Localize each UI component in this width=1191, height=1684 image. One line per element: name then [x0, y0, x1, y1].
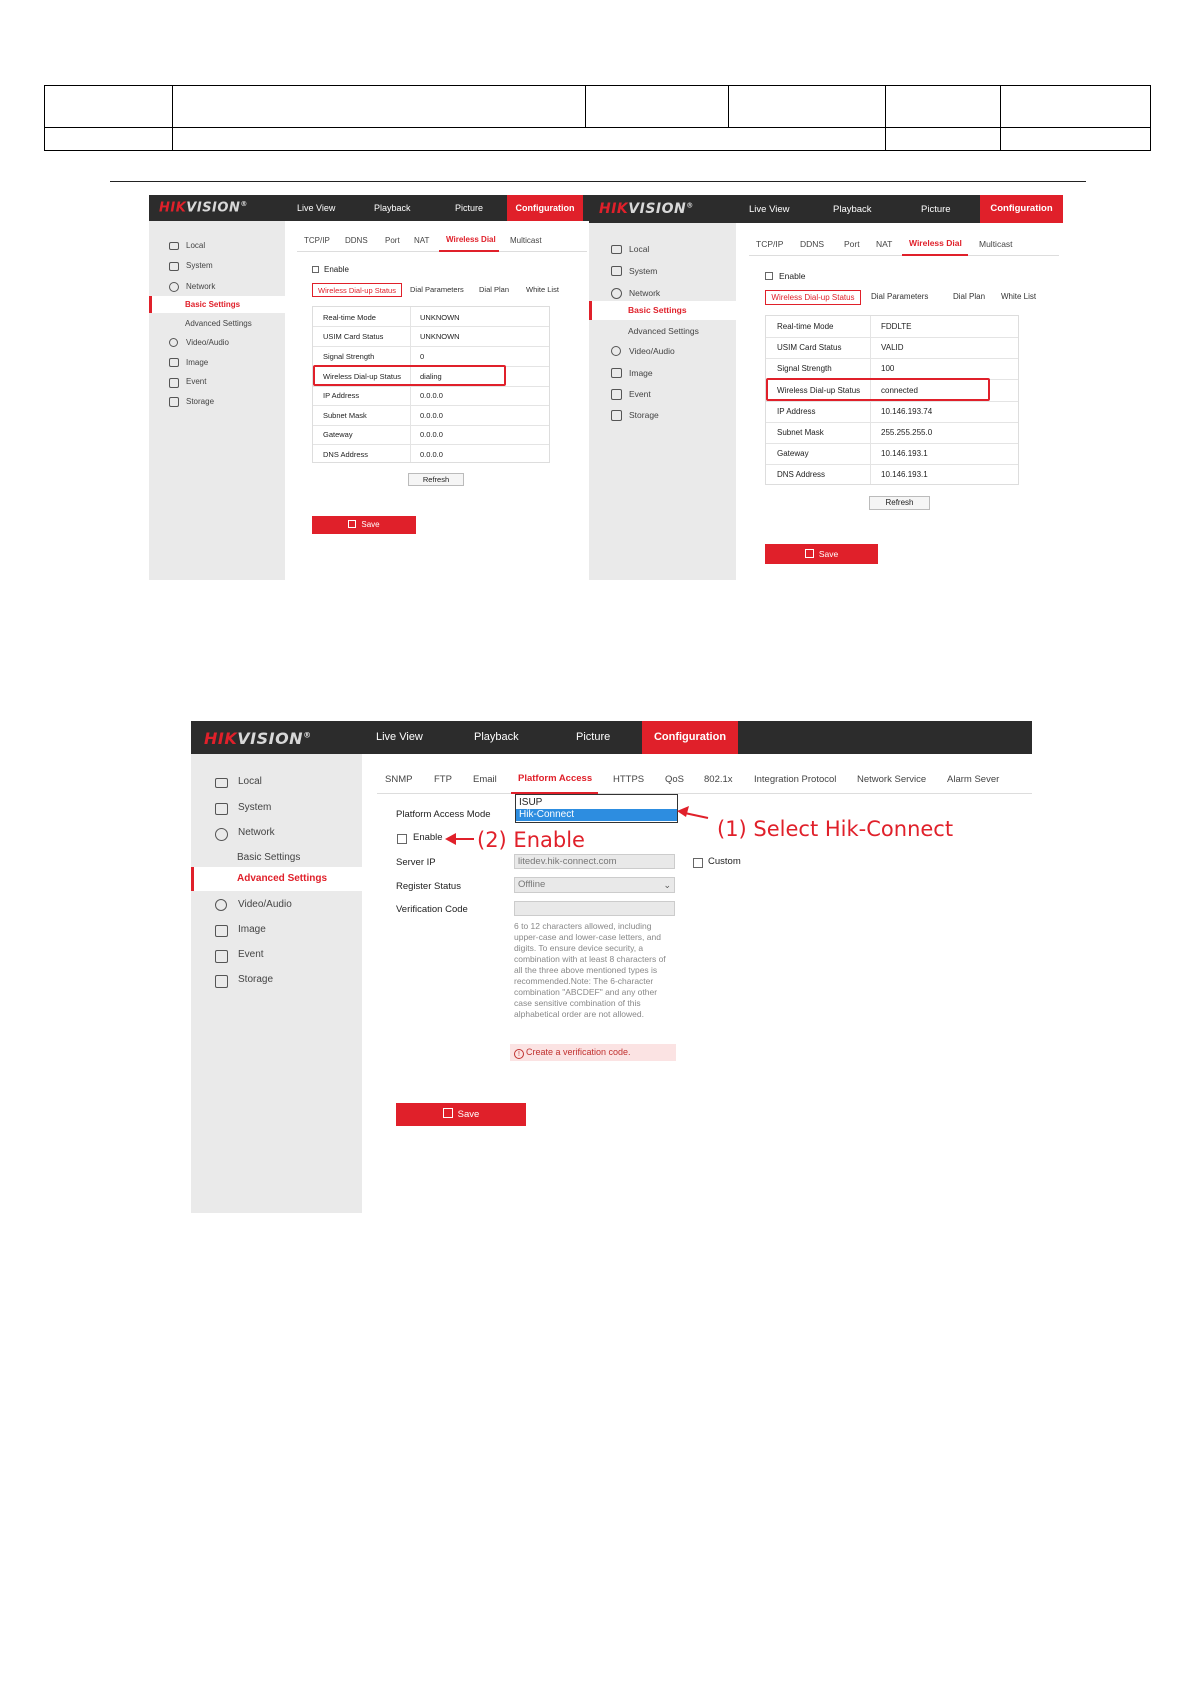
row-value: FDDLTE	[881, 322, 912, 331]
row-value: 0.0.0.0	[420, 450, 443, 459]
screenshot-wireless-dialing	[149, 195, 589, 580]
option-hik-connect[interactable]: Hik-Connect	[516, 809, 677, 821]
arrow-head-enable	[445, 833, 456, 845]
row-value: 0.0.0.0	[420, 430, 443, 439]
tab-ftp[interactable]: FTP	[434, 774, 452, 785]
sidebar-item-system[interactable]: System	[629, 266, 658, 276]
camera-mic-icon	[169, 338, 178, 347]
sidebar-item-advanced-settings[interactable]: Advanced Settings	[237, 873, 328, 884]
nav-live-view[interactable]: Live View	[376, 731, 423, 743]
sidebar-item-video-audio[interactable]: Video/Audio	[238, 899, 292, 910]
row-value: UNKNOWN	[420, 332, 460, 341]
header-cell	[886, 128, 1001, 151]
sidebar-item-basic-settings[interactable]: Basic Settings	[185, 300, 241, 309]
sidebar-item-image[interactable]: Image	[629, 368, 653, 378]
subtab-white-list[interactable]: White List	[526, 285, 559, 294]
sidebar-item-event[interactable]: Event	[629, 389, 651, 399]
header-cell	[1001, 128, 1151, 151]
system-icon	[169, 262, 179, 271]
verification-error: ! Create a verification code.	[510, 1044, 676, 1061]
row-value: 10.146.193.1	[881, 470, 928, 479]
sidebar-item-event[interactable]: Event	[238, 949, 264, 960]
tab-ddns[interactable]: DDNS	[800, 239, 825, 249]
enable-label: Enable	[324, 265, 349, 274]
save-button[interactable]: Save	[765, 544, 878, 564]
tab-platform-access[interactable]: Platform Access	[518, 773, 593, 784]
save-button[interactable]: Save	[312, 516, 416, 534]
subtab-white-list[interactable]: White List	[1001, 292, 1037, 301]
sidebar-item-advanced-settings[interactable]: Advanced Settings	[185, 319, 252, 328]
subtab-dialup-status[interactable]: Wireless Dial-up Status	[765, 290, 861, 305]
row-value: 0.0.0.0	[420, 391, 443, 400]
camera-mic-icon	[611, 346, 621, 356]
nav-playback[interactable]: Playback	[474, 731, 519, 743]
sidebar-item-basic-settings[interactable]: Basic Settings	[237, 852, 301, 863]
row-value: 10.146.193.74	[881, 407, 933, 416]
row-value: 100	[881, 364, 895, 373]
save-icon	[805, 549, 814, 558]
globe-icon	[611, 288, 622, 299]
tab-multicast[interactable]: Multicast	[510, 236, 542, 245]
header-cell	[173, 86, 586, 128]
row-label: Wireless Dial-up Status	[777, 386, 861, 395]
header-cell	[586, 86, 729, 128]
tab-network-service[interactable]: Network Service	[857, 774, 927, 785]
sidebar-item-network[interactable]: Network	[238, 827, 275, 838]
screenshot-wireless-connected	[589, 195, 1063, 580]
row-value: UNKNOWN	[420, 313, 460, 322]
monitor-icon	[169, 242, 179, 250]
sidebar-item-basic-settings[interactable]: Basic Settings	[628, 305, 687, 315]
tab-active-underline	[439, 250, 499, 252]
system-icon	[611, 266, 622, 276]
nav-playback[interactable]: Playback	[374, 203, 411, 213]
header-cell	[729, 86, 886, 128]
row-value: dialing	[420, 372, 442, 381]
header-cell	[45, 86, 173, 128]
event-icon	[611, 389, 622, 400]
nav-configuration[interactable]: Configuration	[980, 195, 1063, 223]
subtab-dial-parameters[interactable]: Dial Parameters	[871, 292, 929, 301]
nav-configuration[interactable]: Configuration	[507, 195, 583, 221]
annotation-enable: (2) Enable	[477, 828, 585, 852]
nav-picture[interactable]: Picture	[576, 731, 611, 743]
header-cell	[1001, 86, 1151, 128]
subtab-dial-parameters[interactable]: Dial Parameters	[410, 285, 464, 294]
row-label: Gateway	[323, 430, 353, 439]
custom-label: Custom	[708, 856, 741, 867]
sidebar-item-video-audio[interactable]: Video/Audio	[629, 346, 675, 356]
tab-port[interactable]: Port	[844, 239, 860, 249]
highlight-dialup-status	[313, 365, 506, 386]
row-label: Wireless Dial-up Status	[323, 372, 401, 381]
row-label: USIM Card Status	[777, 343, 842, 352]
save-button[interactable]: Save	[396, 1103, 526, 1126]
tab-wireless-dial[interactable]: Wireless Dial	[909, 238, 962, 248]
server-ip-field[interactable]: litedev.hik-connect.com	[514, 854, 675, 869]
platform-access-mode-label: Platform Access Mode	[396, 809, 491, 820]
row-value: 0	[420, 352, 425, 361]
enable-label: Enable	[413, 832, 443, 843]
screenshot-platform-access	[191, 721, 1032, 1213]
tab-tcpip[interactable]: TCP/IP	[304, 236, 330, 245]
top-nav-bar	[149, 195, 589, 221]
error-icon: !	[514, 1049, 524, 1059]
header-rule	[110, 181, 1086, 182]
option-isup[interactable]: ISUP	[519, 797, 543, 808]
subtab-dial-plan[interactable]: Dial Plan	[479, 285, 510, 294]
hikvision-logo: HIKVISION®	[159, 200, 248, 216]
sidebar-item-local[interactable]: Local	[186, 241, 206, 250]
row-label: Signal Strength	[323, 352, 375, 361]
row-label: DNS Address	[777, 470, 826, 479]
annotation-arrows	[191, 721, 1032, 1213]
refresh-button[interactable]: Refresh	[408, 473, 464, 486]
row-label: Real-time Mode	[323, 313, 376, 322]
sidebar-item-image[interactable]: Image	[186, 358, 209, 367]
server-ip-label: Server IP	[396, 857, 436, 868]
row-value: connected	[881, 386, 918, 395]
highlight-dialup-status	[766, 378, 990, 401]
sidebar-item-local[interactable]: Local	[629, 244, 650, 254]
hikvision-logo: HIKVISION®	[599, 201, 694, 217]
refresh-button[interactable]: Refresh	[869, 496, 930, 510]
row-label: IP Address	[323, 391, 360, 400]
sidebar-item-image[interactable]: Image	[238, 924, 266, 935]
sidebar-item-storage[interactable]: Storage	[238, 974, 274, 985]
tab-qos[interactable]: QoS	[665, 774, 685, 785]
subtab-dialup-status[interactable]: Wireless Dial-up Status	[312, 283, 402, 297]
row-value: 10.146.193.1	[881, 449, 928, 458]
arrow-head-hik-connect	[677, 806, 689, 817]
monitor-icon	[611, 245, 622, 254]
nav-playback[interactable]: Playback	[833, 204, 872, 215]
tab-email[interactable]: Email	[473, 774, 497, 785]
verification-hint: 6 to 12 characters allowed, including upper-case and lower-case letters, and digits. To ensure device security, a combination with at least 8 characters of all the three above mentioned types is recommended.Note: The 6-character combination "ABCDEF" and any other case sensitive combination of this alphabetical order are not allowed.	[514, 921, 666, 1019]
row-value: VALID	[881, 343, 904, 352]
tab-port[interactable]: Port	[385, 236, 400, 245]
top-nav-bar	[589, 195, 1063, 223]
row-label: Gateway	[777, 449, 809, 458]
nav-picture[interactable]: Picture	[455, 203, 484, 213]
sidebar-item-system[interactable]: System	[186, 261, 213, 270]
sidebar-item-advanced-settings[interactable]: Advanced Settings	[628, 326, 699, 336]
tab-nat[interactable]: NAT	[414, 236, 430, 245]
enable-label: Enable	[779, 271, 806, 281]
subtab-dial-plan[interactable]: Dial Plan	[953, 292, 986, 301]
annotation-select-hik-connect: (1) Select Hik-Connect	[717, 817, 954, 841]
enable-checkbox[interactable]	[312, 266, 319, 273]
tab-nat[interactable]: NAT	[876, 239, 893, 249]
sidebar-item-storage[interactable]: Storage	[186, 397, 215, 406]
nav-live-view[interactable]: Live View	[297, 203, 336, 213]
nav-configuration[interactable]: Configuration	[642, 721, 738, 754]
tab-ddns[interactable]: DDNS	[345, 236, 368, 245]
verification-code-label: Verification Code	[396, 904, 468, 915]
tab-alarm-sever[interactable]: Alarm Sever	[947, 774, 1000, 785]
tab-integration-protocol[interactable]: Integration Protocol	[754, 774, 837, 785]
nav-live-view[interactable]: Live View	[749, 204, 790, 215]
tab-multicast[interactable]: Multicast	[979, 239, 1013, 249]
row-label: USIM Card Status	[323, 332, 384, 341]
tab-tcpip[interactable]: TCP/IP	[756, 239, 784, 249]
sidebar-item-storage[interactable]: Storage	[629, 410, 659, 420]
chevron-down-icon: ⌄	[663, 880, 671, 890]
sidebar	[589, 223, 736, 580]
image-icon	[169, 358, 179, 367]
event-icon	[169, 378, 179, 388]
tab-https[interactable]: HTTPS	[613, 774, 645, 785]
sidebar-item-network[interactable]: Network	[629, 288, 661, 298]
header-cell	[173, 128, 886, 151]
save-icon	[348, 520, 356, 528]
row-label: DNS Address	[323, 450, 369, 459]
row-label: Real-time Mode	[777, 322, 834, 331]
row-label: Signal Strength	[777, 364, 832, 373]
row-value: 0.0.0.0	[420, 411, 443, 420]
storage-icon	[611, 410, 622, 421]
hikvision-logo: HIKVISION®	[204, 729, 312, 748]
sidebar-item-event[interactable]: Event	[186, 377, 207, 386]
header-cell	[886, 86, 1001, 128]
globe-icon	[169, 282, 179, 292]
row-value: 255.255.255.0	[881, 428, 933, 437]
sidebar-item-system[interactable]: System	[238, 802, 272, 813]
sidebar-item-video-audio[interactable]: Video/Audio	[186, 338, 229, 347]
tab-8021x[interactable]: 802.1x	[704, 774, 733, 785]
tab-wireless-dial[interactable]: Wireless Dial	[446, 235, 496, 244]
tab-active-underline	[902, 254, 968, 256]
sidebar	[149, 221, 285, 580]
register-status-value: Offline	[518, 879, 546, 890]
enable-checkbox[interactable]	[765, 272, 773, 280]
header-cell	[45, 128, 173, 151]
nav-picture[interactable]: Picture	[921, 204, 951, 215]
image-icon	[611, 368, 622, 378]
sidebar-item-network[interactable]: Network	[186, 282, 216, 291]
storage-icon	[169, 397, 179, 407]
register-status-label: Register Status	[396, 881, 461, 892]
sidebar-item-local[interactable]: Local	[238, 776, 262, 787]
tab-snmp[interactable]: SNMP	[385, 774, 413, 785]
row-label: Subnet Mask	[323, 411, 367, 420]
row-label: IP Address	[777, 407, 816, 416]
document-header-table	[44, 85, 1151, 151]
row-label: Subnet Mask	[777, 428, 824, 437]
